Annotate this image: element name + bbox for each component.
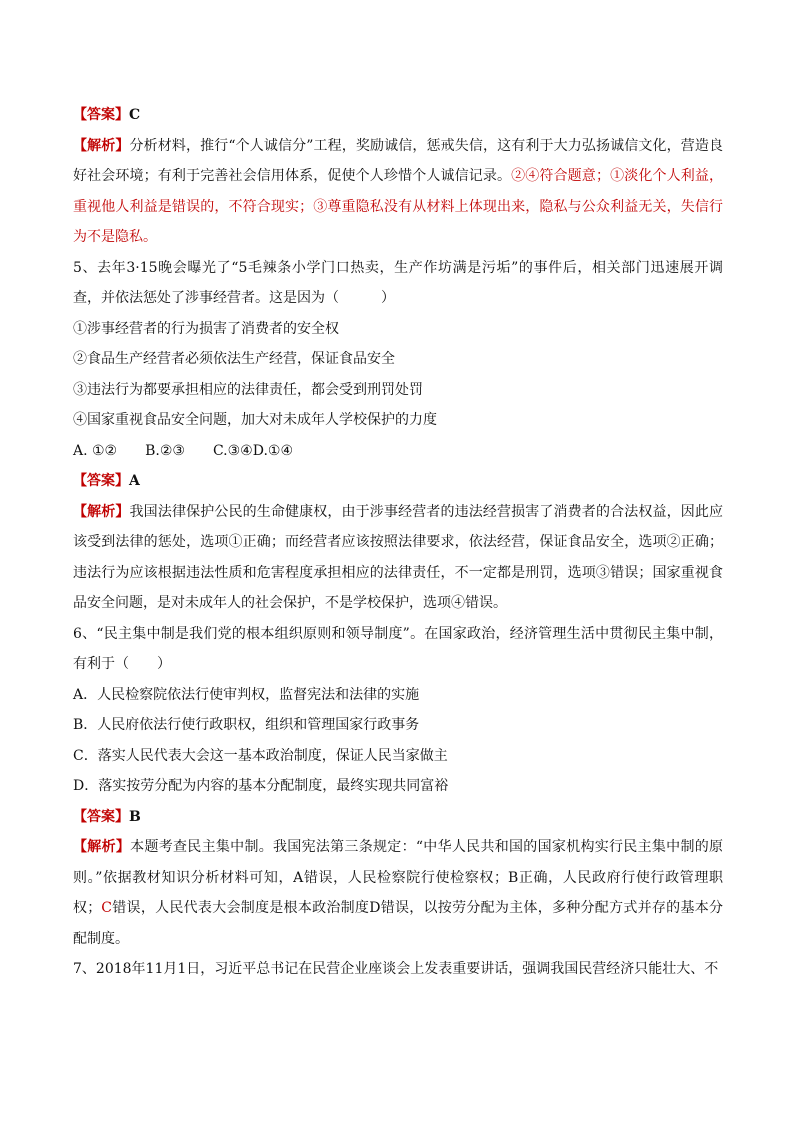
- q5-option-b: B.②③: [145, 442, 185, 459]
- q6-option-c: C．落实人民代表大会这一基本政治制度，保证人民当家做主: [73, 747, 448, 764]
- q6-analysis: [73, 832, 723, 954]
- answer-value: B: [129, 808, 141, 825]
- answer-value: A: [129, 473, 140, 489]
- q6-option-a: A．人民检察院依法行使审判权，监督宪法和法律的实施: [73, 686, 420, 703]
- q6-option-d: D．落实按劳分配为内容的基本分配制度，最终实现共同富裕: [73, 778, 449, 794]
- q5-option-cd: C.③④D.①④: [212, 442, 294, 459]
- analysis-tag: 【解析】: [73, 503, 130, 520]
- q5-statement-4: ④国家重视食品安全问题，加大对未成年人学校保护的力度: [73, 412, 437, 428]
- q5-analysis: [73, 497, 723, 619]
- answer-tag: 【答案】: [73, 808, 129, 825]
- answer-tag: 【答案】: [73, 473, 129, 489]
- answer-value: C: [129, 107, 141, 123]
- analysis-text-highlight: ②④符合题意；①淡化个人利益，重视他人利益是错误的，不符合现实；③尊重隐私没有从材料上体现出来，隐私与公众利益无关，失信行为不是隐私。: [73, 168, 724, 245]
- analysis-text: 本题考查民主集中制。我国宪法第三条规定：“中华人民共和国的国家机构实行民主集中制的原则。”依据教材知识分析材料可知，A错误，人民检察院行使检察权；B正确，人民政府行使行政管理职权；: [73, 839, 724, 916]
- q5-statement-1: ①涉事经营者的行为损害了消费者的安全权: [73, 320, 339, 337]
- q6-option-b: B．人民府依法行使行政职权，组织和管理国家行政事务: [73, 717, 420, 733]
- analysis-tag: 【解析】: [73, 137, 130, 154]
- analysis-tag: 【解析】: [73, 839, 131, 855]
- q5-option-a: A. ①②: [73, 442, 118, 459]
- q6-answer: [73, 802, 723, 833]
- analysis-text: 我国法律保护公民的生命健康权，由于涉事经营者的违法经营损害了消费者的合法权益，因此应该受到法律的惩处，选项①正确；而经营者应该按照法律要求，依法经营，保证食品安全，选项②正确；违法行为应该根据违法性质和危害程度承担相应的法律责任，不一定都是刑罚，选项③错误；国家重视食品安全问题，是对未成年人的社会保护，不是学校保护，选项④错误。: [73, 503, 724, 611]
- q7-stem: 7、2018年11月1日，习近平总书记在民营企业座谈会上发表重要讲话，强调我国民营经济只能壮大、不: [73, 961, 719, 977]
- analysis-text-highlight: C: [101, 900, 112, 916]
- q4-answer: [73, 100, 723, 131]
- q4-analysis: [73, 131, 723, 253]
- q5-statement-2: ②食品生产经营者必须依法生产经营，保证食品安全: [73, 351, 395, 367]
- answer-tag: 【答案】: [73, 107, 129, 123]
- document-content: [73, 100, 723, 985]
- q5-answer: [73, 466, 723, 497]
- analysis-text-continued: 错误，人民代表大会制度是根本政治制度D错误，以按劳分配为主体，多种分配方式并存的基本分配制度。: [73, 900, 723, 947]
- q6-stem: 6、“民主集中制是我们党的根本组织原则和领导制度”。在国家政治，经济管理生活中贯彻民主集中制，有利于（ ）: [73, 625, 723, 672]
- q5-stem: 5、去年3·15晚会曝光了“5毛辣条小学门口热卖，生产作坊满是污垢”的事件后，相关部门迅速展开调查，并依法惩处了涉事经营者。这是因为（ ）: [73, 259, 723, 306]
- analysis-text: 分析材料，推行“个人诚信分”工程，奖励诚信，惩戒失信，这有利于大力弘扬诚信文化，营造良好社会环境；有利于完善社会信用体系，促使个人珍惜个人诚信记录。: [73, 137, 724, 184]
- q5-options: [73, 436, 723, 467]
- q5-statement-3: ③违法行为都要承担相应的法律责任，都会受到刑罚处罚: [73, 381, 423, 398]
